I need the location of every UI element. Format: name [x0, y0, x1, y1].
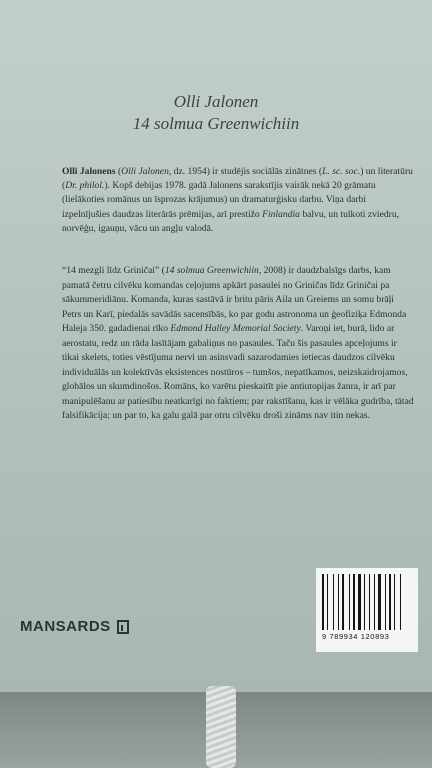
barcode — [316, 568, 418, 652]
barcode-stripe — [400, 574, 401, 630]
desc-text: . Varoņi iet, burā, lido ar aerostatu, redz un rāda lasītājam gabaliņus no pasaules. Taču šis pasaules apceļojums ir tikai skelets, toties vēstījuma nervi un asinsvadi sazarodamies ietiecas daudzos cilvēku individuālās un kolektīvās eksistences nostūros – tumšos, nepatīkamos, neizskaidrojamos, globālos un skumdinošos. Romāns, ko varētu pieskaitīt pie antiutopijas žanra, ir arī par manipulēšanu ar patiesību neatkarīgi no faktiem; par rakstīšanu, kas ir vēlāka gudrība, tātad falsifikācija; un par to, ka galu galā par otru cilvēku droši zināms nav itin nekas. — [62, 323, 414, 421]
barcode-stripe — [356, 574, 357, 630]
author-bio — [62, 165, 414, 236]
desc-original-title: 14 solmua Greenwichiin — [164, 265, 259, 276]
barcode-stripe — [378, 574, 381, 630]
barcode-stripe — [385, 574, 386, 630]
book-description — [62, 264, 414, 424]
barcode-stripe — [325, 574, 326, 630]
desc-society: Edmond Halley Memorial Society — [170, 323, 301, 334]
barcode-stripe — [351, 574, 352, 630]
barcode-stripe — [362, 574, 363, 630]
cover-book-title: 14 solmua Greenwichiin — [132, 114, 300, 133]
barcode-stripe — [349, 574, 350, 630]
bookmark-ribbon — [206, 686, 236, 768]
bio-text: ) un literatūru ( — [62, 166, 413, 192]
publisher-name: MANSARDS — [20, 618, 111, 635]
bio-prize: Finlandia — [262, 208, 300, 220]
barcode-stripe — [382, 574, 384, 630]
barcode-stripe — [333, 574, 334, 630]
barcode-stripe — [353, 574, 355, 630]
barcode-stripe — [392, 574, 393, 630]
barcode-stripe — [335, 574, 337, 630]
barcode-stripe — [338, 574, 339, 630]
barcode-stripe — [342, 574, 344, 630]
barcode-stripe — [371, 574, 373, 630]
barcode-stripe — [374, 574, 375, 630]
bio-text: ( — [115, 166, 122, 177]
barcode-stripe — [345, 574, 348, 630]
barcode-stripe — [366, 574, 368, 630]
bio-text: ). Kopš debijas 1978. gadā Jalonens sarakstījis vairāk nekā 20 grāmatu (lielākoties romānus un īsprozas krājumus) un dramaturģisku darbu. Viņa darbi izpelnījušies daudzas literārās prēmijas, arī prestižo — [62, 180, 376, 220]
barcode-stripe — [402, 574, 404, 630]
barcode-stripe — [394, 574, 395, 630]
bio-degree: L. sc. soc. — [322, 166, 361, 177]
barcode-stripe — [340, 574, 341, 630]
desc-text: , 2008) ir daudzbalsīgs darbs, kam pamatā četru cilvēku komandas ceļojums apkārt pasaulei no Griničas līdz Griničai pa sākummeridiānu. Komanda, kuras sastāvā ir britu pāris Aila un Greiems un somu brāļi Petrs un Karī, piedalās savādās sacensībās, ko par godu astronoma un ģeofiziķa Edmonda Haleja 350. gadadienai rīko — [62, 265, 407, 334]
barcode-stripe — [364, 574, 365, 630]
bio-name: Olli Jalonens — [62, 166, 116, 177]
barcode-stripe — [376, 574, 377, 630]
barcode-stripe — [329, 574, 332, 630]
barcode-stripe — [327, 574, 328, 630]
barcode-stripe — [369, 574, 370, 630]
bio-degree: Dr. philol. — [65, 180, 105, 192]
bio-text: balvu, un tulkoti zviedru, norvēģu, igauņu, vācu un angļu valodā. — [62, 208, 400, 234]
barcode-stripe — [396, 574, 399, 630]
bio-name-italic: Olli Jalonen — [121, 166, 169, 177]
house-logo-icon — [117, 620, 129, 634]
barcode-stripe — [387, 574, 388, 630]
desc-text: “14 mezgli līdz Griničai” ( — [62, 265, 165, 276]
barcode-stripe — [322, 574, 324, 630]
barcode-stripe — [389, 574, 391, 630]
barcode-bars — [322, 574, 412, 630]
publisher-logo — [20, 618, 129, 635]
isbn-number: 9 789934 120893 — [322, 632, 390, 641]
cover-author: Olli Jalonen — [173, 92, 259, 111]
bio-text: , dz. 1954) ir studējis sociālās zinātnes ( — [168, 166, 323, 177]
barcode-stripe — [358, 574, 361, 630]
